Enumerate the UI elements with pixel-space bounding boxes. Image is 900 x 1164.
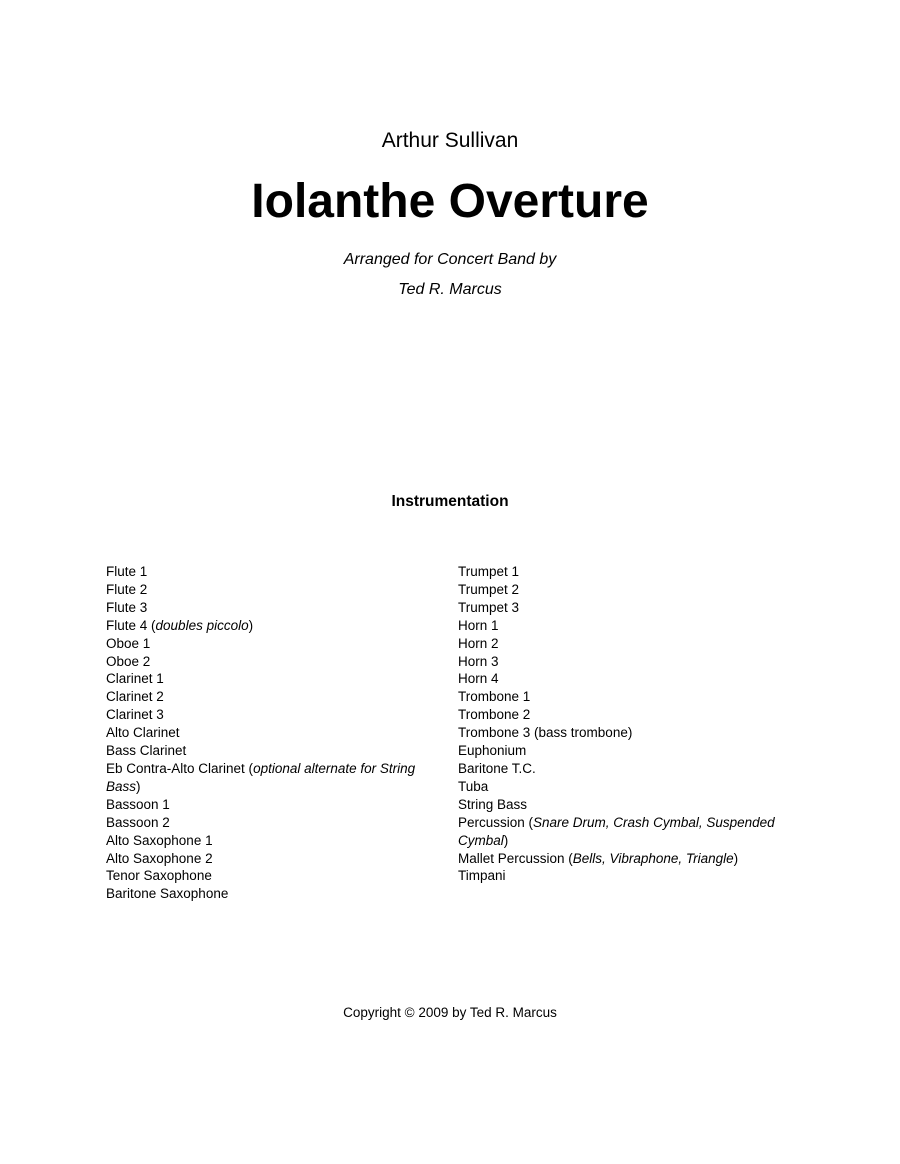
instrument-note-close: ): [248, 617, 254, 633]
instrument-item: [106, 832, 436, 850]
instrument-name: Euphonium: [458, 743, 527, 759]
instrument-name: Flute 3: [106, 599, 148, 615]
instrument-name: Percussion (: [458, 814, 534, 830]
instrument-note: optional alternate for String Bass: [106, 760, 416, 794]
instrument-note: Bells, Vibraphone, Triangle: [572, 850, 734, 866]
instrument-note: Snare Drum, Crash Cymbal, Suspended Cymbal: [458, 814, 775, 848]
instrument-name: Clarinet 3: [106, 707, 164, 723]
instrument-item: [458, 581, 788, 599]
instrument-item: [458, 635, 788, 653]
instrument-item: [106, 885, 436, 903]
instrument-item: [458, 760, 788, 778]
instrument-item: [106, 814, 436, 832]
instrument-name: Trumpet 2: [458, 581, 520, 597]
arranger-credit-line: Arranged for Concert Band by: [343, 251, 557, 268]
instrument-note-close: ): [733, 850, 739, 866]
instrument-name: String Bass: [458, 796, 528, 812]
instrument-name: Horn 3: [458, 653, 499, 669]
instrument-item: [106, 653, 436, 671]
instrument-name: Trombone 3 (bass trombone): [458, 725, 633, 741]
instrument-name: Horn 1: [458, 617, 499, 633]
instrument-name: Alto Saxophone 1: [106, 832, 213, 848]
instrument-item: [458, 670, 788, 688]
instrument-list-right: [458, 563, 788, 885]
instrument-name: Timpani: [458, 868, 506, 884]
copyright-notice: Copyright © 2009 by Ted R. Marcus: [343, 1005, 557, 1020]
instrument-name: Clarinet 1: [106, 671, 164, 687]
instrument-item: [106, 867, 436, 885]
instrument-item: [106, 670, 436, 688]
instrument-item: [106, 688, 436, 706]
instrument-name: Alto Clarinet: [106, 725, 180, 741]
instrument-name: Eb Contra-Alto Clarinet (: [106, 760, 254, 776]
instrument-name: Flute 4 (: [106, 617, 156, 633]
instrument-name: Baritone Saxophone: [106, 886, 229, 902]
instrumentation-heading: Instrumentation: [391, 493, 509, 510]
page-title: Iolanthe Overture: [251, 175, 649, 228]
instrument-item: [106, 760, 436, 796]
instrument-name: Mallet Percussion (: [458, 850, 573, 866]
instrument-name: Horn 4: [458, 671, 499, 687]
instrument-name: Tuba: [458, 778, 489, 794]
instrument-item: [458, 688, 788, 706]
instrument-item: [106, 706, 436, 724]
instrument-name: Baritone T.C.: [458, 760, 536, 776]
instrument-name: Oboe 1: [106, 635, 151, 651]
instrument-item: [458, 724, 788, 742]
instrument-item: [458, 706, 788, 724]
instrument-name: Oboe 2: [106, 653, 151, 669]
instrument-name: Clarinet 2: [106, 689, 164, 705]
instrument-item: [458, 778, 788, 796]
instrument-item: [458, 742, 788, 760]
instrument-item: [106, 581, 436, 599]
instrument-item: [458, 617, 788, 635]
instrument-item: [458, 653, 788, 671]
instrument-list-left: [106, 563, 436, 903]
instrument-item: [106, 599, 436, 617]
instrument-item: [458, 814, 788, 850]
instrument-name: Trombone 2: [458, 707, 531, 723]
arranger-name: Ted R. Marcus: [398, 281, 502, 298]
instrument-name: Horn 2: [458, 635, 499, 651]
instrument-item: [458, 563, 788, 581]
instrument-item: [458, 796, 788, 814]
instrument-name: Trombone 1: [458, 689, 531, 705]
instrument-name: Flute 2: [106, 581, 148, 597]
instrument-name: Alto Saxophone 2: [106, 850, 213, 866]
instrument-name: Trumpet 1: [458, 564, 520, 579]
instrument-item: [106, 724, 436, 742]
instrument-item: [106, 742, 436, 760]
instrument-note: doubles piccolo: [155, 617, 249, 633]
instrument-item: [106, 850, 436, 868]
instrument-item: [106, 635, 436, 653]
instrument-item: [106, 563, 436, 581]
instrument-item: [458, 850, 788, 868]
instrument-item: [106, 796, 436, 814]
instrument-note-close: ): [136, 778, 141, 794]
composer-name: Arthur Sullivan: [381, 129, 519, 152]
instrument-name: Bassoon 1: [106, 796, 170, 812]
instrument-name: Flute 1: [106, 564, 148, 579]
instrument-item: [106, 617, 436, 635]
instrument-note-close: ): [503, 832, 509, 848]
instrument-name: Bassoon 2: [106, 814, 170, 830]
instrument-name: Tenor Saxophone: [106, 868, 212, 884]
instrument-item: [458, 599, 788, 617]
instrument-name: Trumpet 3: [458, 599, 520, 615]
instrument-item: [458, 867, 788, 885]
instrument-name: Bass Clarinet: [106, 743, 187, 759]
